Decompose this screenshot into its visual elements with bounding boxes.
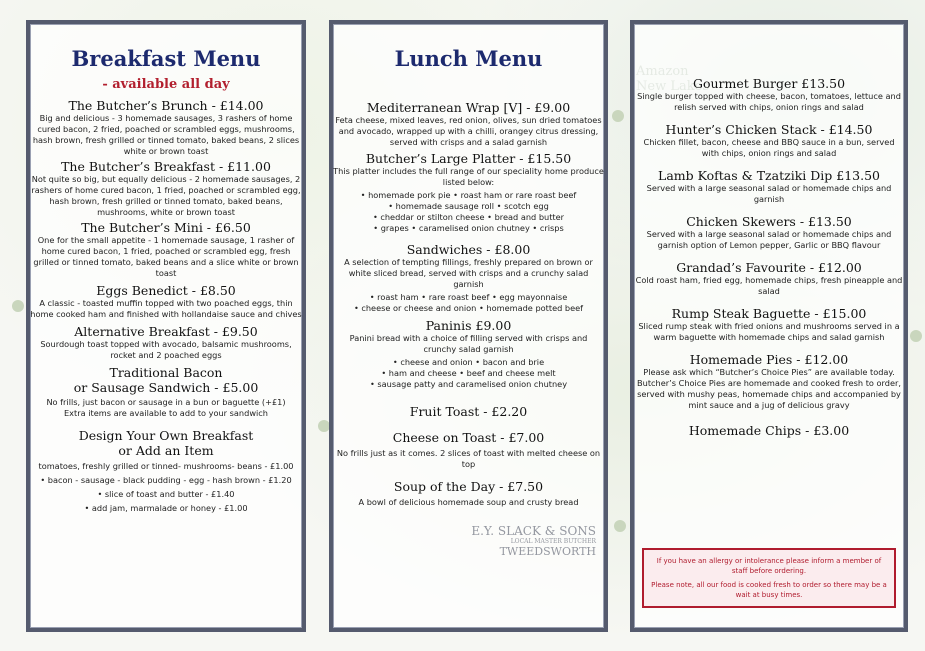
menu-item-title: Butcher’s Large Platter - £15.50 [365,151,572,166]
menu-item-description: Served with a large seasonal salad or homemade chips and garnish [646,183,892,204]
platter-list-line: • grapes • caramelised onion chutney • crisps [373,223,564,233]
menu-item-description: Chicken fillet, bacon, cheese and BBQ sauce in a bun, served with chips, onion rings and salad [643,137,895,158]
menu-item-title: Soup of the Day - £7.50 [393,479,544,494]
menu-item-title: Chicken Skewers - £13.50 [686,214,852,229]
tree-illustration [614,520,626,532]
extra-item-line: tomatoes, freshly grilled or tinned- mushrooms- beans - £1.00 [38,461,294,471]
menu-item-title: Hunter’s Chicken Stack - £14.50 [665,122,873,137]
menu-item-title: Grandad’s Favourite - £12.00 [676,260,862,275]
menu-item-description: No frills, just bacon or sausage in a bun or baguette (+£1) [46,397,286,407]
menu-item-description: Not quite so big, but equally delicious - 2 homemade sausages, 2 rashers of home cured bacon, 1 fried, poached or scrambled egg, hash brown, fresh grilled or tinned tomato, baked beans, mushrooms, white or brown toast [31,174,301,217]
mains-menu-panel [630,20,908,632]
menu-item-description: Sliced rump steak with fried onions and mushrooms served in a warm baguette with homemade chips and salad garnish [638,321,900,342]
butcher-shop-sign: E.Y. SLACK & SONS LOCAL MASTER BUTCHER TWEEDSWORTH [471,524,596,558]
panini-list-line: • ham and cheese • beef and cheese melt [381,368,556,378]
tree-illustration [612,110,624,122]
menu-item-description: A classic - toasted muffin topped with two poached eggs, thin home cooked ham and finished with hollandaise sauce and chives [30,298,302,319]
platter-list-line: • homemade sausage roll • scotch egg [388,201,549,211]
menu-item-title: Homemade Chips - £3.00 [688,423,850,438]
menu-item-description: A bowl of delicious homemade soup and crusty bread [358,497,579,507]
breakfast-menu-panel [26,20,306,632]
menu-item-description: Cold roast ham, fried egg, homemade chips, fresh pineapple and salad [635,275,903,296]
sandwich-list-line: • roast ham • rare roast beef • egg mayonnaise [369,292,568,302]
menu-item-title: Cheese on Toast - £7.00 [392,430,545,445]
extra-item-line: • bacon - sausage - black pudding - egg - hash brown - £1.20 [40,475,292,485]
menu-item-description: No frills just as it comes. 2 slices of toast with melted cheese on top [336,448,601,469]
menu-item-title: Traditional Bacon [109,365,223,380]
menu-item-title: The Butcher’s Brunch - £14.00 [68,98,264,113]
menu-item-title: Lamb Koftas & Tzatziki Dip £13.50 [658,168,880,183]
menu-item-description: Single burger topped with cheese, bacon, tomatoes, lettuce and relish served with chips, onion rings and salad [637,91,901,112]
breakfast-menu-title: Breakfast Menu [71,46,261,71]
tree-illustration [12,300,24,312]
menu-item-title: Paninis £9.00 [425,318,512,333]
menu-item-title-line2: or Sausage Sandwich - £5.00 [73,380,259,395]
menu-item-title: Alternative Breakfast - £9.50 [74,324,258,339]
menu-item-title-line2: or Add an Item [118,443,214,458]
menu-item-title: Sandwiches - £8.00 [406,242,531,257]
panini-list-line: • cheese and onion • bacon and brie [392,357,545,367]
menu-item-title: Design Your Own Breakfast [78,428,254,443]
menu-item-description: A selection of tempting fillings, freshly prepared on brown or white sliced bread, served with crisps and a crunchy salad garnish [344,257,593,289]
menu-item-description: Sourdough toast topped with avocado, balsamic mushrooms, rocket and 2 poached eggs [40,339,292,360]
menu-item-description: Feta cheese, mixed leaves, red onion, olives, sun dried tomatoes and avocado, wrapped up with a chilli, orangey citrus dressing, served with crisps and a salad garnish [335,115,602,147]
platter-list-line: • cheddar or stilton cheese • bread and butter [372,212,565,222]
menu-item-description: Please ask which “Butcher’s Choice Pies” are available today. Butcher’s Choice Pies are homemade and cooked fresh to order, served with mushy peas, homemade chips and accompanied by mint sauce and a jug of delicious gravy [637,367,901,410]
menu-item-title: The Butcher’s Breakfast - £11.00 [61,159,271,174]
breakfast-availability: - available all day [102,77,230,92]
extra-item-line: • slice of toast and butter - £1.40 [97,489,235,499]
menu-item-title: Rump Steak Baguette - £15.00 [671,306,867,321]
menu-item-title: Fruit Toast - £2.20 [409,404,528,419]
lunch-menu-panel [329,20,608,632]
menu-item-title: Eggs Benedict - £8.50 [96,283,236,298]
menu-item-description: One for the small appetite - 1 homemade sausage, 1 rasher of home cured bacon, 1 fried, poached or scrambled egg, fresh grilled or tinned tomato, baked beans and a slice white or brown toast [33,235,299,278]
menu-item-description: Panini bread with a choice of filling served with crisps and crunchy salad garnish [349,333,588,354]
menu-item-title: Mediterranean Wrap [V] - £9.00 [366,100,571,115]
menu-item-title: Homemade Pies - £12.00 [689,352,849,367]
allergy-notice-line: Please note, all our food is cooked fresh to order so there may be a wait at busy times. [651,581,887,599]
menu-item-title: Gourmet Burger £13.50 [692,76,846,91]
menu-item-note: Extra items are available to add to your sandwich [64,408,268,418]
extra-item-line: • add jam, marmalade or honey - £1.00 [84,503,248,513]
menu-item-description: Big and delicious - 3 homemade sausages, 3 rashers of home cured bacon, 2 fried, poached or scrambled eggs, mushrooms, hash brown, fresh grilled or tinned tomato, baked beans, 2 slices white or brown toast [32,113,300,156]
panini-list-line: • sausage patty and caramelised onion chutney [369,379,568,389]
allergy-notice [642,548,896,608]
lunch-menu-title: Lunch Menu [394,46,543,71]
menu-item-title: The Butcher’s Mini - £6.50 [81,220,251,235]
sandwich-list-line: • cheese or cheese and onion • homemade potted beef [353,303,584,313]
platter-list-line: • homemade pork pie • roast ham or rare roast beef [360,190,577,200]
allergy-notice-line: If you have an allergy or intolerance please inform a member of staff before ordering. [656,557,882,575]
menu-item-description: This platter includes the full range of our speciality home produce listed below: [333,166,604,187]
menu-item-description: Served with a large seasonal salad or homemade chips and garnish option of Lemon pepper, Garlic or BBQ flavour [646,229,892,250]
tree-illustration [910,330,922,342]
